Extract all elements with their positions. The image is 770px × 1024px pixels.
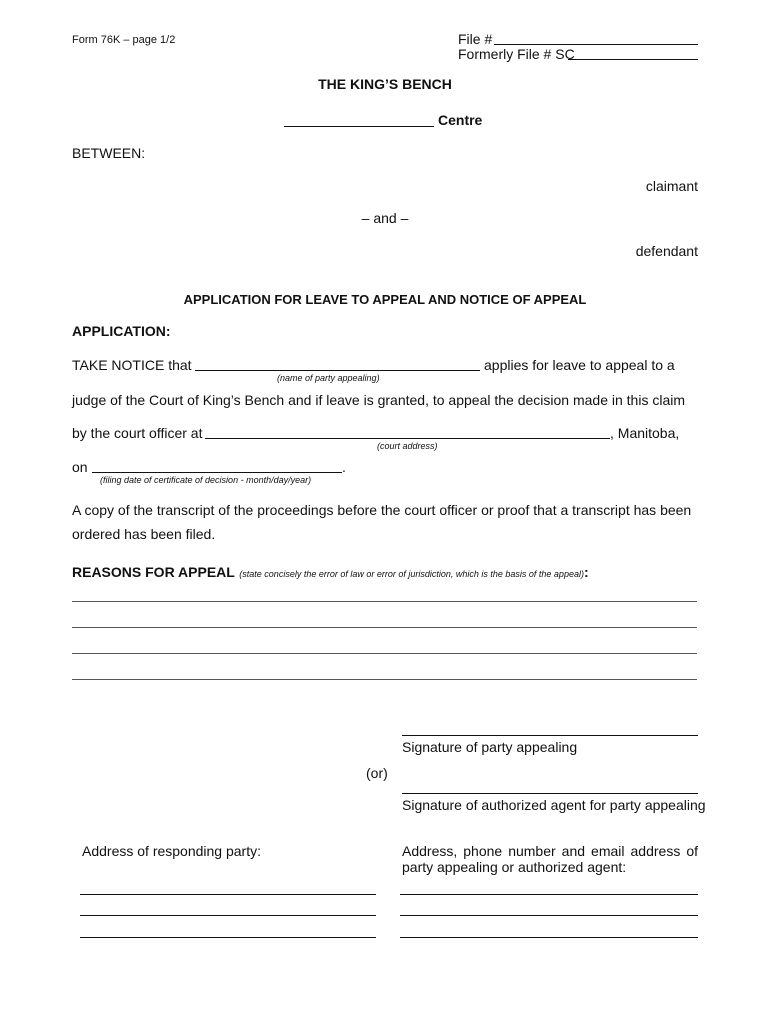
- appealing-address-label-line1: Address, phone number and email address of: [402, 843, 698, 859]
- party-signature-label: Signature of party appealing: [402, 739, 578, 755]
- party-signature-field[interactable]: [402, 735, 698, 736]
- reasons-note: (state concisely the error of law or error of jurisdiction, which is the basis of the appeal): [239, 569, 584, 579]
- appealing-address-label-line2: party appealing or authorized agent:: [402, 859, 627, 875]
- file-number-field[interactable]: [494, 44, 698, 45]
- reasons-line-2[interactable]: [72, 627, 697, 628]
- party-appealing-name-field[interactable]: [195, 370, 480, 371]
- responding-party-address-label: Address of responding party:: [82, 843, 261, 859]
- reasons-line-3[interactable]: [72, 653, 697, 654]
- or-label: (or): [366, 765, 388, 781]
- reasons-colon: :: [583, 564, 589, 580]
- form-number-label: Form 76K – page 1/2: [72, 34, 176, 46]
- filing-date-caption: (filing date of certificate of decision - month/day/year): [100, 475, 312, 485]
- appealing-address-line-1[interactable]: [400, 894, 698, 895]
- party-appealing-caption: (name of party appealing): [277, 373, 380, 383]
- transcript-text-line2: ordered has been filed.: [72, 526, 216, 542]
- appealing-address-line-3[interactable]: [400, 937, 698, 938]
- defendant-label: defendant: [635, 243, 698, 259]
- centre-name-field[interactable]: [284, 126, 434, 127]
- judge-sentence: judge of the Court of King’s Bench and if leave is granted, to appeal the decision made in this claim: [72, 392, 686, 408]
- appealing-address-line-2[interactable]: [400, 915, 698, 916]
- transcript-text-line1: A copy of the transcript of the proceedings before the court officer or proof that a transcript has been: [72, 502, 692, 518]
- between-label: BETWEEN:: [72, 145, 146, 161]
- and-label: – and –: [361, 210, 409, 226]
- court-officer-suffix: , Manitoba,: [610, 425, 680, 441]
- court-title: THE KING’S BENCH: [318, 76, 452, 92]
- take-notice-prefix: TAKE NOTICE that: [72, 357, 192, 373]
- file-number-label: File #: [458, 31, 493, 47]
- on-suffix: .: [342, 459, 346, 475]
- formerly-file-label: Formerly File # SC: [458, 46, 575, 62]
- reasons-line-1[interactable]: [72, 601, 697, 602]
- centre-label: Centre: [438, 112, 483, 128]
- claimant-label: claimant: [645, 178, 698, 194]
- responding-address-line-2[interactable]: [80, 915, 376, 916]
- reasons-heading: REASONS FOR APPEAL: [72, 564, 235, 580]
- court-address-caption: (court address): [377, 441, 438, 451]
- court-address-field[interactable]: [205, 438, 610, 439]
- application-heading: APPLICATION:: [72, 323, 171, 339]
- on-prefix: on: [72, 459, 88, 475]
- reasons-heading-row: [72, 564, 589, 582]
- filing-date-field[interactable]: [92, 472, 342, 473]
- agent-signature-label: Signature of authorized agent for party appealing: [402, 797, 706, 813]
- take-notice-suffix: applies for leave to appeal to a: [484, 357, 675, 373]
- reasons-line-4[interactable]: [72, 679, 697, 680]
- formerly-file-field[interactable]: [568, 59, 698, 60]
- agent-signature-field[interactable]: [402, 793, 698, 794]
- responding-address-line-1[interactable]: [80, 894, 376, 895]
- form-heading: APPLICATION FOR LEAVE TO APPEAL AND NOTICE OF APPEAL: [183, 292, 587, 307]
- responding-address-line-3[interactable]: [80, 937, 376, 938]
- court-officer-prefix: by the court officer at: [72, 425, 203, 441]
